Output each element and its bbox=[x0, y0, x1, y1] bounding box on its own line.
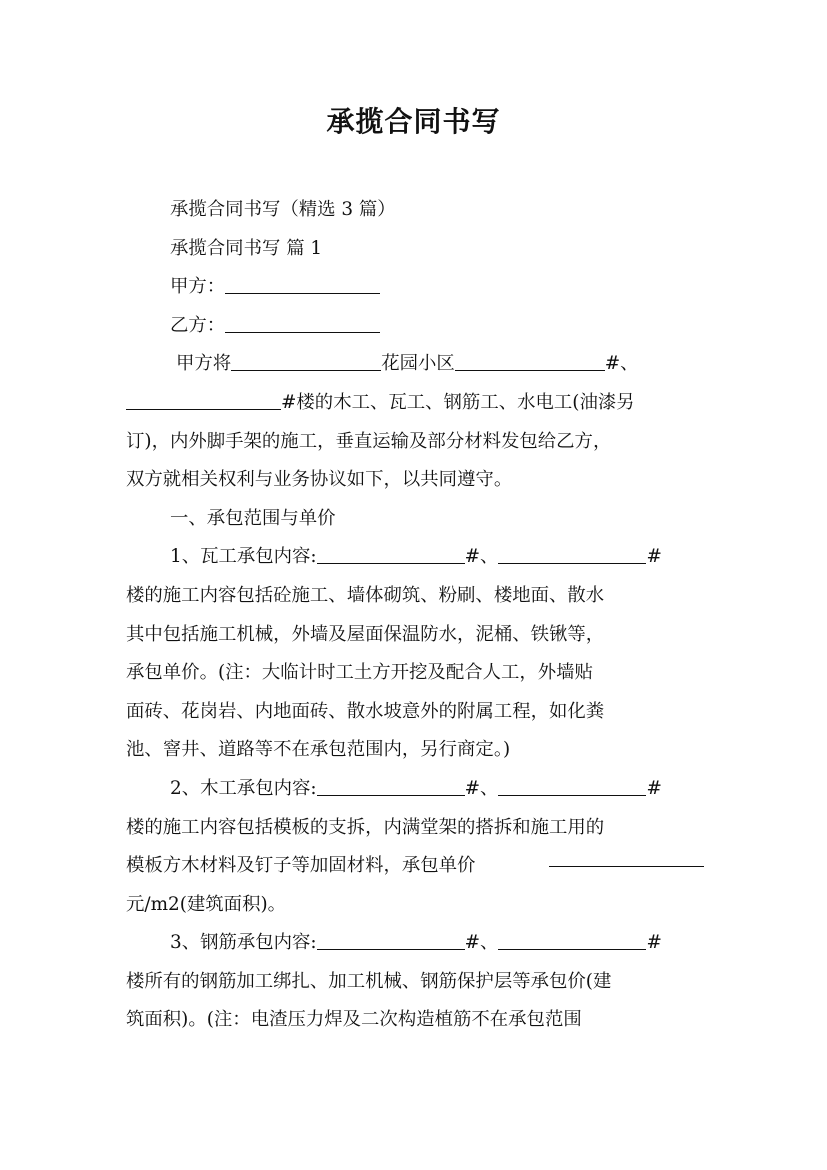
item-text: # bbox=[646, 777, 662, 799]
party-a-line bbox=[126, 268, 704, 307]
item-blank bbox=[317, 776, 465, 796]
item-blank bbox=[498, 544, 646, 564]
intro-text: 花园小区 bbox=[381, 353, 455, 375]
item-text: 模板方木材料及钉子等加固材料，承包单价 bbox=[126, 855, 476, 877]
item-label: 2、木工承包内容: bbox=[170, 777, 317, 799]
intro-line-3: 订)，内外脚手架的施工，垂直运输及部分材料发包给乙方， bbox=[126, 430, 612, 452]
item2-line: 楼的施工内容包括模板的支拆，内满堂架的搭拆和施工用的 bbox=[126, 816, 605, 838]
item-label: 1、瓦工承包内容: bbox=[170, 546, 317, 568]
party-b-line bbox=[126, 307, 704, 346]
item-text: #、 bbox=[464, 777, 499, 799]
item-text: #、 bbox=[464, 546, 499, 568]
section-heading: 一、承包范围与单价 bbox=[170, 507, 336, 529]
item3-line: 筑面积)。(注：电渣压力焊及二次构造植筋不在承包范围 bbox=[126, 1009, 582, 1031]
intro-line-2 bbox=[126, 384, 704, 423]
intro-blank bbox=[231, 351, 381, 371]
intro-blank bbox=[126, 390, 281, 410]
item-blank bbox=[498, 930, 646, 950]
party-a-blank bbox=[225, 274, 380, 294]
item-text: #、 bbox=[464, 932, 499, 954]
intro-blank bbox=[455, 351, 605, 371]
item1-line: 面砖、花岗岩、内地面砖、散水坡意外的附属工程，如化粪 bbox=[126, 700, 605, 722]
item3-lead-line bbox=[126, 924, 704, 963]
party-a-label: 甲方： bbox=[170, 276, 226, 298]
item-blank bbox=[549, 847, 704, 867]
item-blank bbox=[498, 776, 646, 796]
item1-line: 楼的施工内容包括砼施工、墙体砌筑、粉刷、楼地面、散水 bbox=[126, 584, 605, 606]
item-blank bbox=[317, 544, 465, 564]
item1-line: 承包单价。(注：大临计时工土方开挖及配合人工，外墙贴 bbox=[126, 662, 593, 684]
document-title: 承揽合同书写 bbox=[326, 105, 501, 138]
item1-line: 其中包括施工机械，外墙及屋面保温防水，泥桶、铁锹等， bbox=[126, 623, 605, 645]
subtitle-line: 承揽合同书写（精选 3 篇） bbox=[170, 199, 396, 220]
item-label: 3、钢筋承包内容: bbox=[170, 932, 317, 954]
item-text: # bbox=[646, 932, 662, 954]
item2-line: 元/m2(建筑面积)。 bbox=[126, 893, 287, 915]
intro-text: #、 bbox=[604, 353, 639, 375]
intro-text: #楼的木工、瓦工、钢筋工、水电工(油漆另 bbox=[281, 391, 635, 413]
item2-lead-line bbox=[126, 770, 704, 809]
intro-line-4: 双方就相关权利与业务协议如下，以共同遵守。 bbox=[126, 469, 513, 491]
intro-text: 甲方将 bbox=[176, 353, 232, 375]
item1-line: 池、窨井、道路等不在承包范围内，另行商定。) bbox=[126, 739, 511, 761]
item-text: # bbox=[646, 546, 662, 568]
item2-price-line bbox=[126, 847, 704, 886]
item3-line: 楼所有的钢筋加工绑扎、加工机械、钢筋保护层等承包价(建 bbox=[126, 970, 612, 992]
document-body bbox=[126, 191, 704, 1040]
item1-lead-line bbox=[126, 538, 704, 577]
item-blank bbox=[317, 930, 465, 950]
part-heading: 承揽合同书写 篇 1 bbox=[170, 237, 323, 259]
party-b-label: 乙方： bbox=[170, 314, 226, 336]
party-b-blank bbox=[225, 312, 380, 332]
intro-line-1 bbox=[126, 345, 704, 384]
